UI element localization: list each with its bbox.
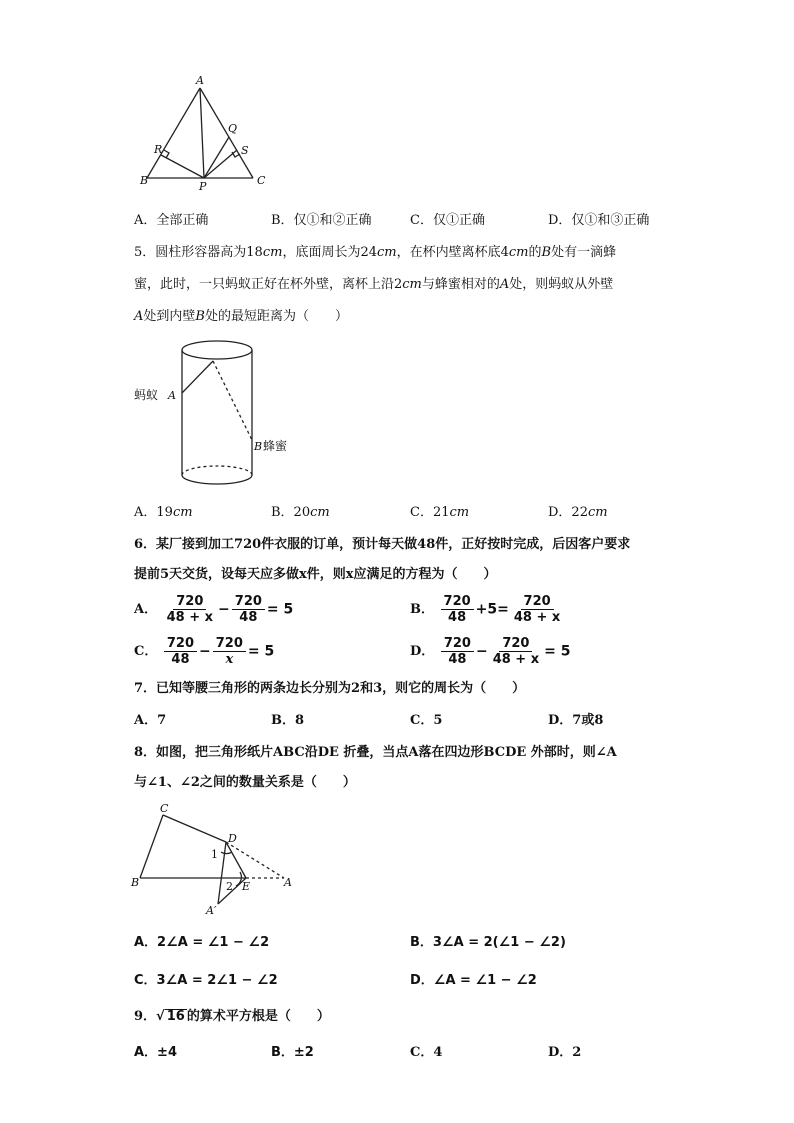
q6-option-d[interactable]: D． $\frac{720}{48}$ − $\frac{720}{48 + x}$ = 5 xyxy=(410,636,571,667)
q4-triangle-figure xyxy=(130,72,270,194)
q4-label-a: A xyxy=(196,74,204,87)
q5-option-c[interactable]: C．21cm xyxy=(410,505,470,520)
q8-label-d: D xyxy=(228,832,237,845)
q4-label-s: S xyxy=(241,144,249,157)
q5-label-a: A xyxy=(168,389,176,402)
q5-cylinder-figure xyxy=(130,335,310,495)
q8-option-a[interactable]: A．2∠A = ∠1 − ∠2 xyxy=(134,935,270,950)
q6-stem-line1: 6．某厂接到加工720件衣服的订单，预计每天做48件，正好按时完成，后因客户要求 xyxy=(134,537,631,552)
q8-label-angle-2: 2 xyxy=(226,880,233,893)
q5-option-d[interactable]: D．22cm xyxy=(548,505,608,520)
q5-option-b[interactable]: B．20cm xyxy=(271,505,330,520)
q7-option-d[interactable]: D．7或8 xyxy=(548,713,604,728)
q6-stem-line2: 提前5天交货，设每天应多做x件，则x应满足的方程为（ ） xyxy=(134,567,497,582)
q4-label-q: Q xyxy=(228,122,238,135)
q9-sqrt-sign: √ xyxy=(156,1009,165,1024)
q8-stem-line1: 8．如图，把三角形纸片ABC沿DE 折叠，当点A落在四边形BCDE 外部时，则∠A xyxy=(134,745,617,760)
q5-stem-line1: 5．圆柱形容器高为18cm，底面周长为24cm，在杯内壁离杯底4cm的B处有一滴蜂 xyxy=(134,245,617,260)
q4-seg-pr xyxy=(161,155,204,178)
q8-dashed-da xyxy=(226,842,284,878)
q8-side-cd xyxy=(163,815,226,842)
q5-path-outer xyxy=(182,361,213,393)
q9-option-d[interactable]: D．2 xyxy=(548,1045,582,1060)
q8-fold-de xyxy=(226,842,246,878)
q4-label-p: P xyxy=(199,180,207,193)
q5-option-a[interactable]: A．19cm xyxy=(134,505,193,520)
q4-side-ab xyxy=(147,88,200,178)
q4-label-b: B xyxy=(140,174,149,187)
q8-option-c[interactable]: C．3∠A = 2∠1 − ∠2 xyxy=(134,973,278,988)
q8-seg-da1 xyxy=(218,842,226,904)
q9-option-a[interactable]: A．±4 xyxy=(134,1045,177,1060)
q8-label-a-prime: A′ xyxy=(206,904,217,917)
q5-cylinder-bottom-front xyxy=(182,475,252,484)
q8-fold-figure xyxy=(128,800,308,920)
q8-angle-1-arc xyxy=(221,852,232,854)
q6-option-a[interactable]: A． $\frac{720}{48 + x}$ − $\frac{720}{48}$ = 5 xyxy=(134,594,294,625)
q4-option-b[interactable]: B．仅①和②正确 xyxy=(271,213,372,228)
q5-path-inner xyxy=(213,361,252,440)
q4-seg-ap xyxy=(200,88,204,178)
q4-side-ac xyxy=(200,88,253,178)
q5-label-ant: 蚂蚁 xyxy=(134,388,159,402)
q8-option-d[interactable]: D．∠A = ∠1 − ∠2 xyxy=(410,973,537,988)
q7-option-b[interactable]: B．8 xyxy=(271,713,305,728)
q5-cylinder-bottom-back xyxy=(182,466,252,475)
q9-option-b[interactable]: B．±2 xyxy=(271,1045,314,1060)
q8-label-c: C xyxy=(160,802,169,815)
q8-stem-line2: 与∠1、∠2之间的数量关系是（ ） xyxy=(134,775,356,790)
q8-option-b[interactable]: B．3∠A = 2(∠1 − ∠2) xyxy=(410,935,566,950)
q5-label-b: B xyxy=(254,440,263,453)
q8-label-b: B xyxy=(131,876,140,889)
q9-stem: 9．√ 16 的算术平方根是（ ） xyxy=(134,1009,330,1024)
q5-cylinder-top xyxy=(182,341,252,359)
q8-side-cb xyxy=(140,815,163,878)
q4-seg-ps xyxy=(204,150,237,178)
q5-stem-line2: 蜜，此时，一只蚂蚁正好在杯外壁，离杯上沿2cm与蜂蜜相对的A处，则蚂蚁从外壁 xyxy=(134,277,614,292)
q8-label-a: A xyxy=(284,876,292,889)
q7-stem: 7．已知等腰三角形的两条边长分别为2和3，则它的周长为（ ） xyxy=(134,681,526,696)
q6-option-c[interactable]: C． $\frac{720}{48}$ − $\frac{720}{x}$ = 5 xyxy=(134,636,275,667)
q7-option-c[interactable]: C．5 xyxy=(410,713,443,728)
q4-label-r: R xyxy=(154,143,163,156)
q8-label-angle-1: 1 xyxy=(211,848,218,861)
q4-label-c: C xyxy=(257,174,266,187)
q7-option-a[interactable]: A．7 xyxy=(134,713,167,728)
q4-seg-pq xyxy=(204,137,229,178)
q4-option-d[interactable]: D．仅①和③正确 xyxy=(548,213,650,228)
q6-option-b[interactable]: B． $\frac{720}{48}$ +5= $\frac{720}{48 + x}$ xyxy=(410,594,561,625)
q5-label-honey: 蜂蜜 xyxy=(263,439,288,453)
q5-stem-line3: A处到内壁B处的最短距离为（ ） xyxy=(134,309,348,324)
q9-option-c[interactable]: C．4 xyxy=(410,1045,443,1060)
q8-label-e: E xyxy=(242,880,251,893)
q4-option-c[interactable]: C．仅①正确 xyxy=(410,213,485,228)
q4-option-a[interactable]: A．全部正确 xyxy=(134,213,209,228)
